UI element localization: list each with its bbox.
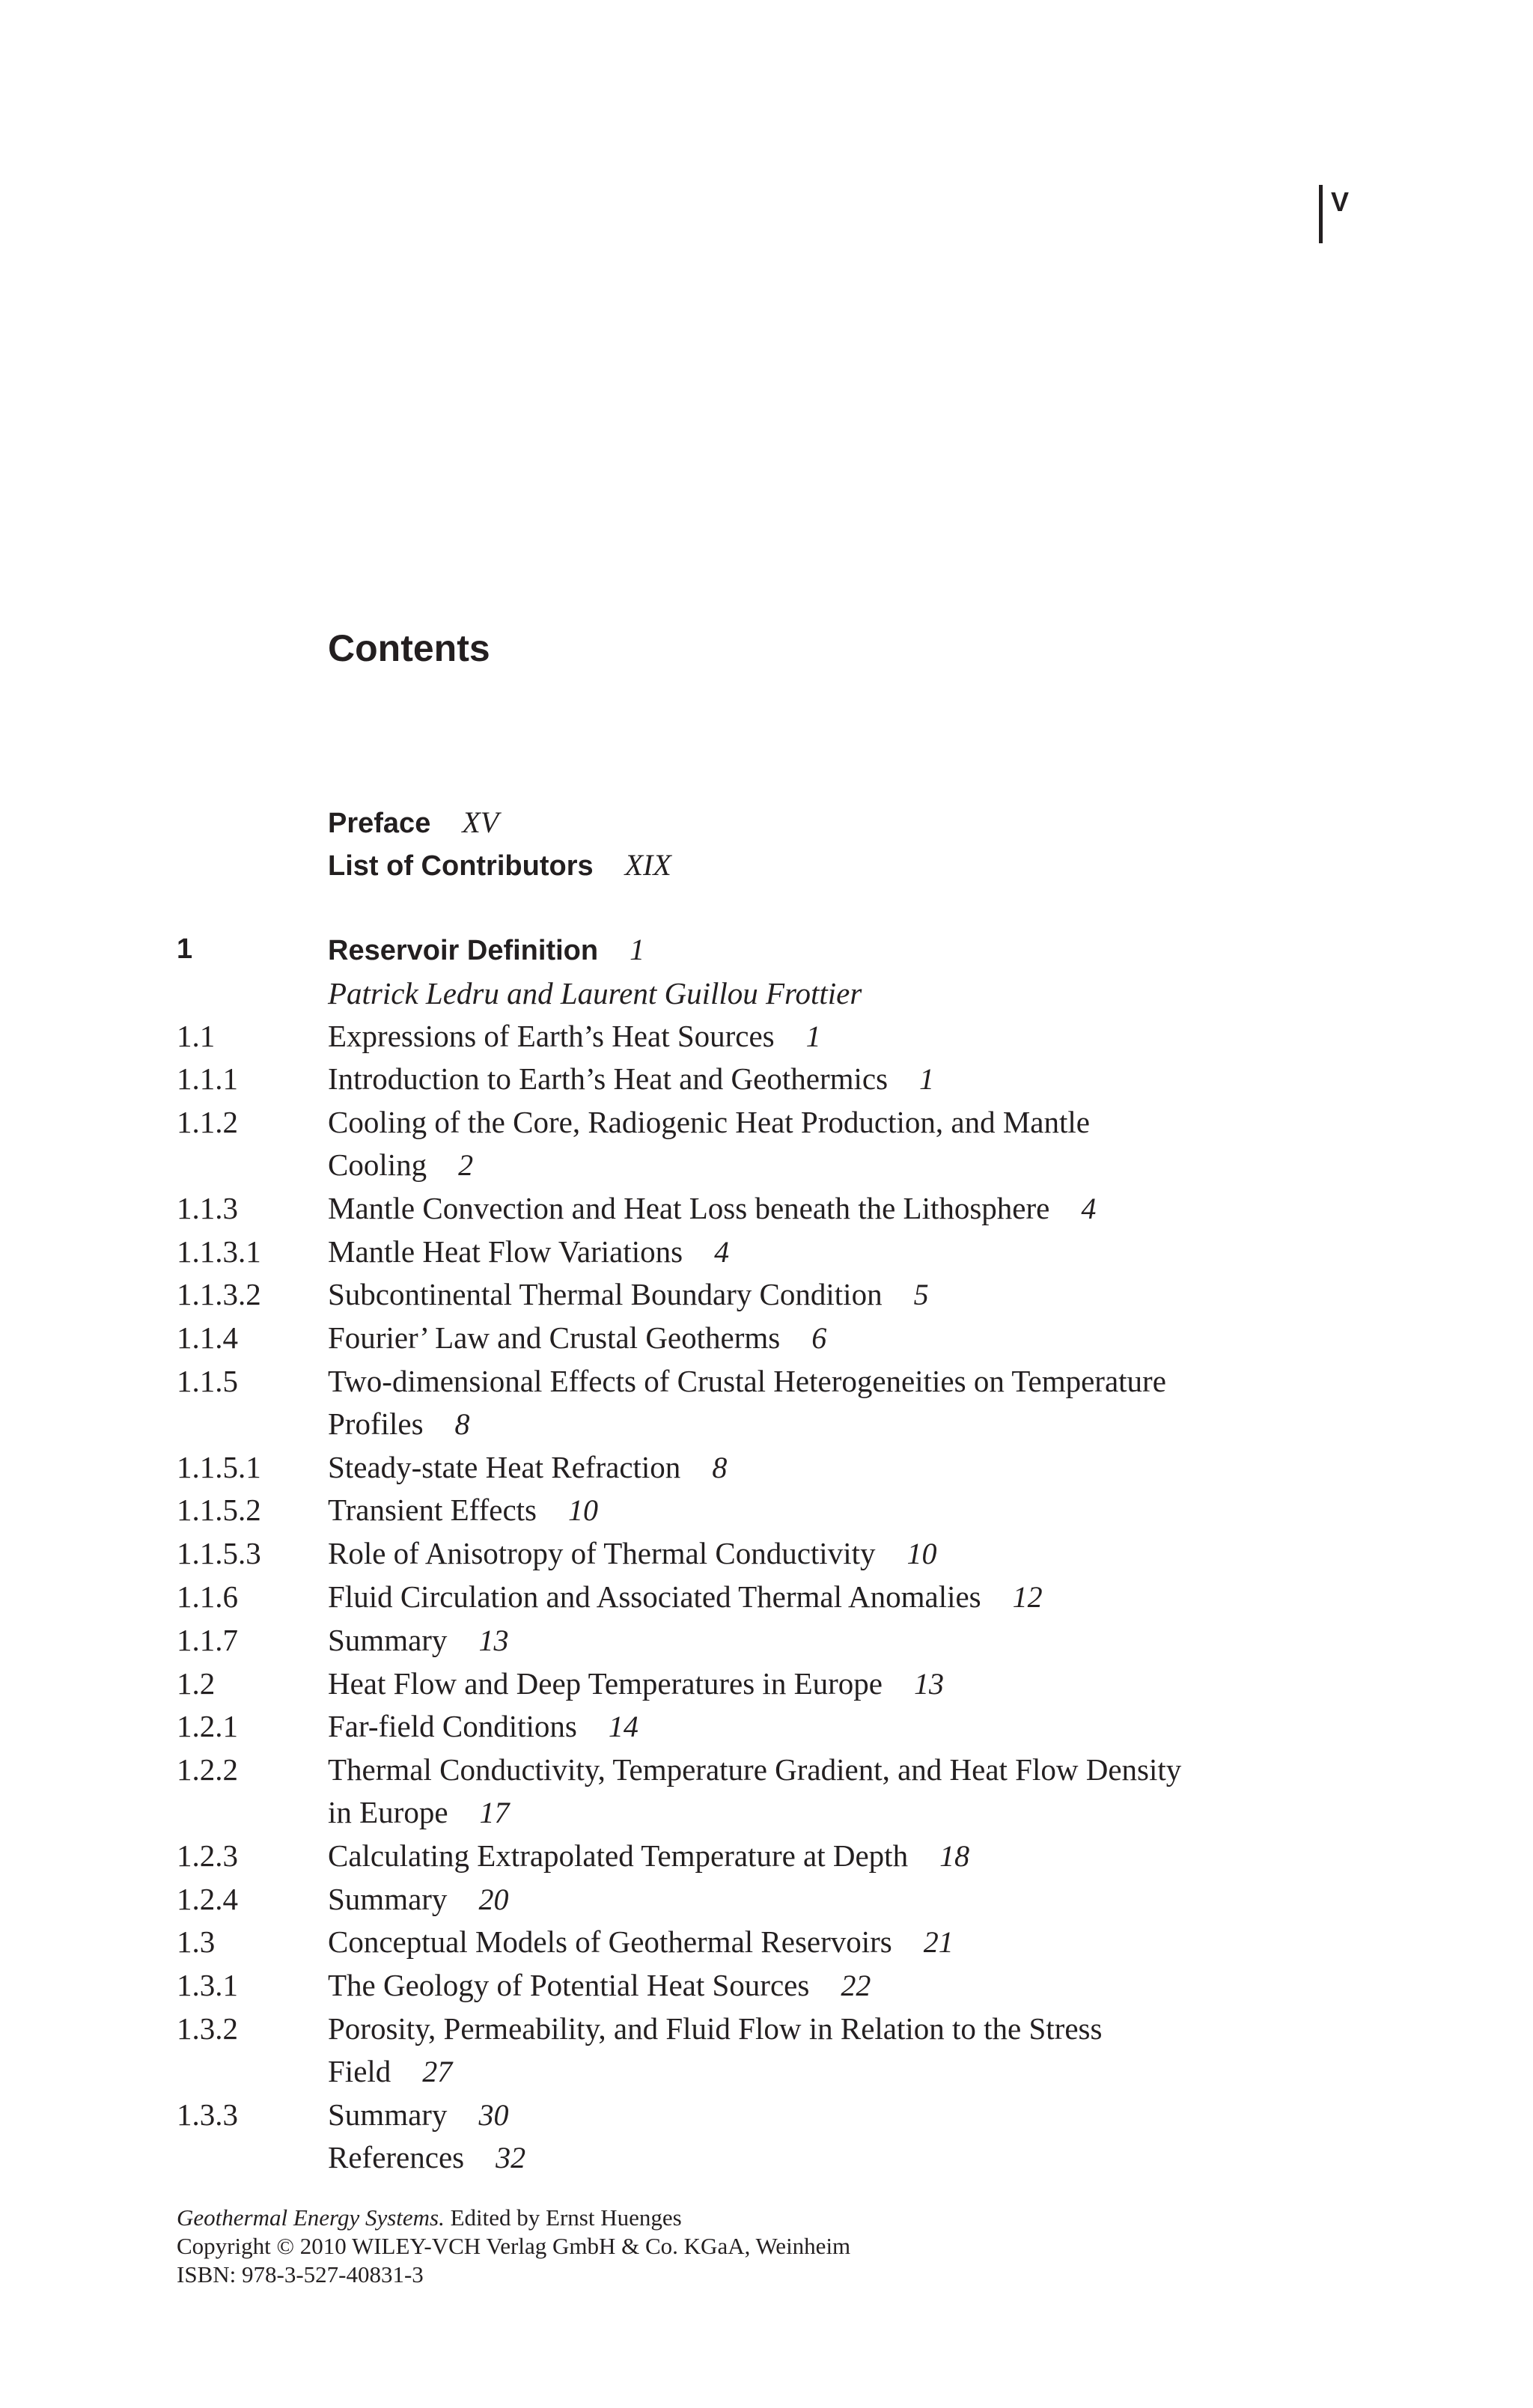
- toc-entry-page: 22: [841, 1969, 871, 2003]
- toc-entry-page: 1: [805, 1019, 821, 1053]
- toc-entry-title: Heat Flow and Deep Temperatures in Europe: [328, 1665, 883, 1701]
- toc-entry-number: 1.3: [177, 1924, 216, 1960]
- toc-entry-number: 1.1.1: [177, 1061, 238, 1097]
- page-marker-rule: [1319, 185, 1323, 243]
- toc-entry-number: 1.3.3: [177, 2097, 238, 2132]
- toc-entry-number: 1.1.3: [177, 1190, 238, 1225]
- toc-entry-number: 1.2.1: [177, 1709, 238, 1744]
- front-matter-page: XV: [462, 805, 499, 839]
- toc-entry-number: 1.1.3.1: [177, 1234, 261, 1269]
- toc-entry-page: 27: [422, 2054, 453, 2088]
- toc-entry[interactable]: [177, 1446, 1314, 1490]
- toc-entry[interactable]: [177, 1662, 1314, 1706]
- toc-entry-page: 20: [478, 1882, 509, 1916]
- toc-entry-title: Thermal Conductivity, Temperature Gradient, and Heat Flow Density: [328, 1752, 1182, 1787]
- toc-entry-number: 1.1.5.3: [177, 1536, 261, 1571]
- toc-entry-number: 1.1.7: [177, 1622, 238, 1657]
- toc-entry-title-continued: Profiles: [328, 1406, 424, 1441]
- toc-entry[interactable]: [177, 1058, 1314, 1101]
- toc-entry-number: 1.1.5.1: [177, 1449, 261, 1484]
- front-matter-page: XIX: [624, 848, 671, 882]
- toc-entry-number: 1.3.2: [177, 2011, 238, 2046]
- toc-entry[interactable]: [177, 1273, 1314, 1317]
- toc-entry-number: 1.2.3: [177, 1838, 238, 1873]
- toc-entry-page: 10: [568, 1493, 598, 1528]
- chapter-authors: Patrick Ledru and Laurent Guillou Frottier: [328, 975, 862, 1011]
- toc-entry-title: Expressions of Earth’s Heat Sources: [328, 1018, 775, 1053]
- chapter-heading[interactable]: [177, 928, 1314, 972]
- toc-entry-title: Calculating Extrapolated Temperature at Depth: [328, 1838, 909, 1873]
- toc-entry-number: 1.1.4: [177, 1320, 238, 1356]
- front-matter-label: List of Contributors: [328, 850, 594, 882]
- toc-entry[interactable]: [177, 2136, 1314, 2180]
- toc-entry-page: 4: [714, 1234, 730, 1269]
- toc-entry[interactable]: [177, 1835, 1314, 1878]
- toc-entry-title: Fluid Circulation and Associated Thermal Anomalies: [328, 1579, 981, 1614]
- toc-entry[interactable]: [177, 1015, 1314, 1058]
- page-number: V: [1331, 186, 1350, 217]
- page-title: Contents: [328, 627, 490, 669]
- toc-entry[interactable]: [177, 1101, 1314, 1187]
- footer-isbn: ISBN: 978-3-527-40831-3: [177, 2261, 424, 2287]
- toc-entry-title: Subcontinental Thermal Boundary Condition: [328, 1277, 883, 1312]
- toc-entry-page: 12: [1012, 1579, 1043, 1614]
- toc-entry-title: Summary: [328, 2097, 448, 2132]
- toc-entry-title: Two-dimensional Effects of Crustal Heterogeneities on Temperature: [328, 1363, 1166, 1398]
- toc-entry-number: 1.1: [177, 1018, 216, 1053]
- footer-book-title: Geothermal Energy Systems.: [177, 2204, 445, 2231]
- front-matter-item-contributors[interactable]: [328, 844, 671, 886]
- toc-entry-page: 18: [939, 1838, 970, 1873]
- toc-entry-number: 1.2: [177, 1665, 216, 1701]
- footer-copyright: Copyright © 2010 WILEY-VCH Verlag GmbH & Co. KGaA, Weinheim: [177, 2233, 851, 2259]
- toc-entry-title-continued: in Europe: [328, 1794, 448, 1829]
- toc-entry-page: 1: [919, 1062, 935, 1097]
- toc-entry-title: Mantle Convection and Heat Loss beneath the Lithosphere: [328, 1190, 1050, 1225]
- toc-entry[interactable]: [177, 1921, 1314, 1964]
- toc-entry-title: Steady-state Heat Refraction: [328, 1449, 681, 1484]
- toc-entry[interactable]: [177, 1360, 1314, 1446]
- toc-entry[interactable]: [177, 1619, 1314, 1662]
- toc-entry-title-continued: Field: [328, 2053, 391, 2088]
- toc-entry-page: 32: [496, 2141, 526, 2175]
- toc-entry[interactable]: [177, 2008, 1314, 2094]
- front-matter-item-preface[interactable]: [328, 801, 671, 844]
- toc-entry-title: The Geology of Potential Heat Sources: [328, 1968, 810, 2003]
- toc-entry[interactable]: [177, 1231, 1314, 1274]
- toc-entry[interactable]: [177, 1317, 1314, 1360]
- toc-entry-page: 30: [478, 2097, 509, 2132]
- copyright-footer: [177, 2204, 850, 2289]
- toc-entry-number: 1.1.5: [177, 1363, 238, 1398]
- toc-entry-page: 5: [913, 1278, 929, 1312]
- toc-entry[interactable]: [177, 1964, 1314, 2008]
- toc-entry-page: 17: [479, 1795, 510, 1829]
- toc-entry-number: 1.1.2: [177, 1105, 238, 1140]
- toc-entry[interactable]: [177, 1532, 1314, 1576]
- toc-entry[interactable]: [177, 1489, 1314, 1532]
- toc-list: [177, 928, 1314, 2180]
- toc-entry[interactable]: [177, 1705, 1314, 1749]
- toc-entry-page: 21: [923, 1925, 954, 1960]
- toc-entry-number: 1.1.5.2: [177, 1493, 261, 1528]
- toc-entry-number: 1.2.2: [177, 1752, 238, 1787]
- toc-entry[interactable]: [177, 1576, 1314, 1619]
- toc-entry-title: Conceptual Models of Geothermal Reservoirs: [328, 1924, 892, 1960]
- toc-entry-title: Mantle Heat Flow Variations: [328, 1234, 683, 1269]
- footer-editor: Edited by Ernst Huenges: [450, 2204, 682, 2231]
- chapter-authors-row: [177, 972, 1314, 1015]
- toc-entry-title: Introduction to Earth’s Heat and Geothermics: [328, 1061, 889, 1097]
- toc-entry-number: 1.2.4: [177, 1881, 238, 1916]
- toc-entry-title: Summary: [328, 1622, 448, 1657]
- toc-entry-title: Fourier’ Law and Crustal Geotherms: [328, 1320, 781, 1356]
- chapter-page: 1: [630, 933, 645, 966]
- toc-entry-page: 4: [1081, 1191, 1097, 1225]
- toc-entry-page: 14: [608, 1710, 639, 1744]
- toc-entry[interactable]: [177, 1878, 1314, 1921]
- toc-entry-title-continued: Cooling: [328, 1147, 427, 1182]
- toc-entry-title: Role of Anisotropy of Thermal Conductivity: [328, 1536, 876, 1571]
- front-matter-list: [328, 801, 671, 886]
- toc-entry[interactable]: [177, 1749, 1314, 1835]
- toc-entry-title: Far-field Conditions: [328, 1709, 577, 1744]
- toc-entry-title: Summary: [328, 1881, 448, 1916]
- toc-entry-title: Transient Effects: [328, 1493, 537, 1528]
- toc-entry-number: 1.3.1: [177, 1968, 238, 2003]
- toc-entry-page: 6: [811, 1321, 827, 1356]
- toc-entry-page: 10: [906, 1537, 937, 1571]
- toc-entry-title: Cooling of the Core, Radiogenic Heat Production, and Mantle: [328, 1105, 1090, 1140]
- footer-line-book: [177, 2204, 850, 2232]
- toc-entry-page: 8: [454, 1406, 470, 1441]
- chapter-title: Reservoir Definition: [328, 935, 599, 966]
- toc-entry-number: 1.1.3.2: [177, 1277, 261, 1312]
- toc-entry-page: 13: [913, 1666, 944, 1701]
- toc-entry-number: 1.1.6: [177, 1579, 238, 1614]
- toc-entry-page: 8: [712, 1450, 728, 1484]
- toc-entry[interactable]: [177, 1187, 1314, 1231]
- chapter-number: 1: [177, 933, 193, 965]
- toc-entry-title: References: [328, 2140, 465, 2175]
- front-matter-label: Preface: [328, 808, 431, 839]
- toc-entry-title: Porosity, Permeability, and Fluid Flow in Relation to the Stress: [328, 2011, 1103, 2046]
- toc-entry-page: 13: [478, 1623, 509, 1657]
- toc-entries: [177, 1015, 1314, 2180]
- toc-entry-page: 2: [458, 1147, 474, 1182]
- toc-entry[interactable]: [177, 2094, 1314, 2137]
